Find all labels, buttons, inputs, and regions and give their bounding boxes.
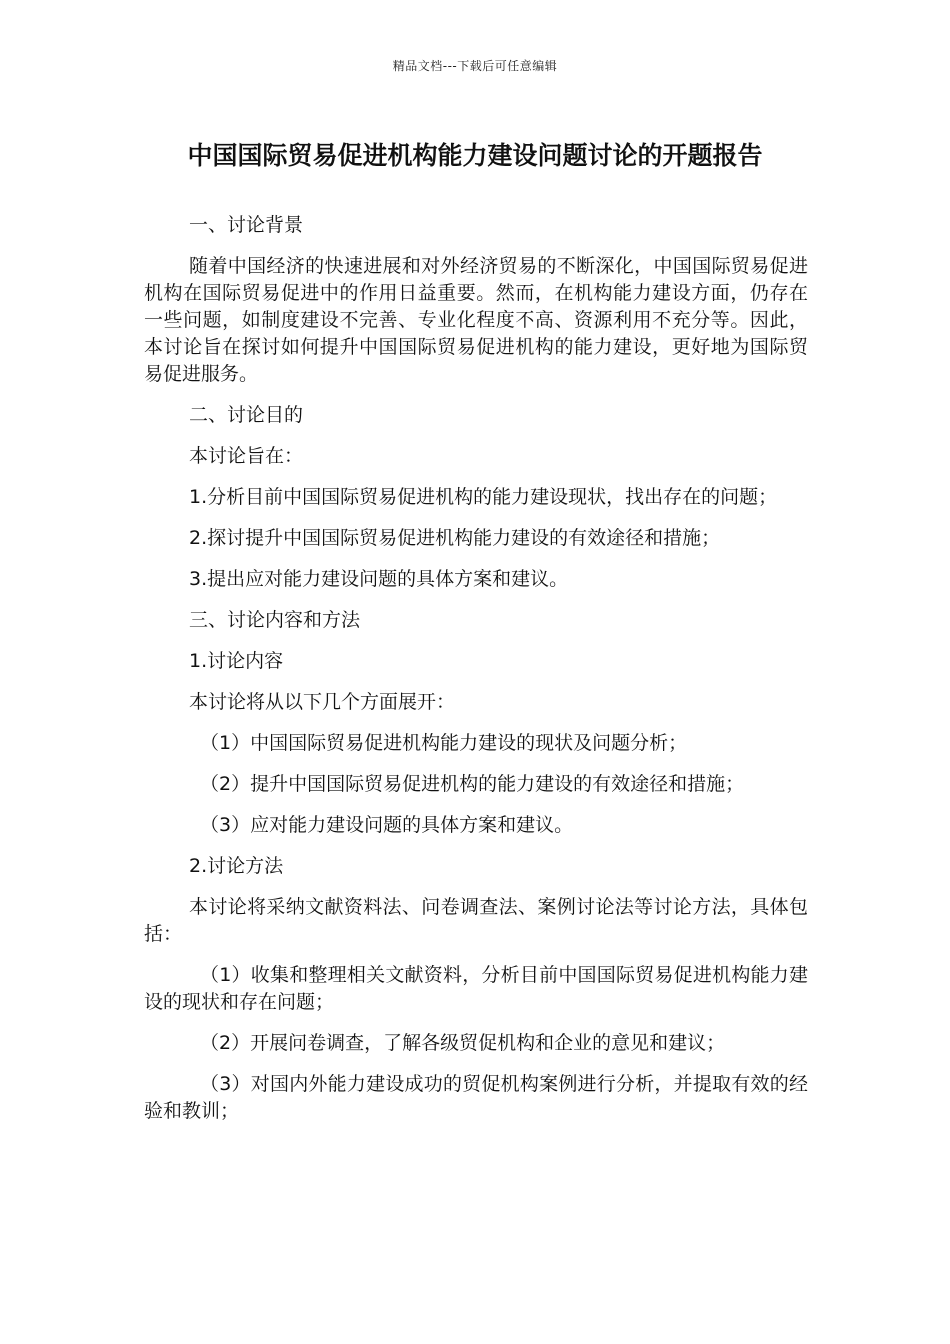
content-item-3: （3）应对能力建设问题的具体方案和建议。 [200,814,574,836]
paragraph-content-intro: 本讨论将从以下几个方面展开： [189,691,456,713]
document-title: 中国国际贸易促进机构能力建设问题讨论的开题报告 [187,141,763,170]
section-heading-purpose: 二、讨论目的 [189,404,304,426]
content-item-2: （2）提升中国国际贸易促进机构的能力建设的有效途径和措施； [200,773,745,795]
method-item-1: （1）收集和整理相关文献资料，分析目前中国国际贸易促进机构能力建设的现状和存在问题； [144,964,808,1013]
subheading-content: 1.讨论内容 [189,650,284,672]
paragraph-background: 随着中国经济的快速进展和对外经济贸易的不断深化，中国国际贸易促进机构在国际贸易促进中的作用日益重要。然而，在机构能力建设方面，仍存在一些问题，如制度建设不完善、专业化程度不高、资源利用不充分等。因此，本讨论旨在探讨如何提升中国国际贸易促进机构的能力建设，更好地为国际贸易促进服务。 [144,255,808,385]
content-item-1: （1）中国国际贸易促进机构能力建设的现状及问题分析； [200,732,688,754]
purpose-item-3: 3.提出应对能力建设问题的具体方案和建议。 [189,568,569,590]
section-heading-background: 一、讨论背景 [189,214,304,236]
purpose-item-2: 2.探讨提升中国国际贸易促进机构能力建设的有效途径和措施； [189,527,721,549]
document-body [144,212,808,1139]
method-item-3: （3）对国内外能力建设成功的贸促机构案例进行分析，并提取有效的经验和教训； [144,1073,808,1122]
subheading-method: 2.讨论方法 [189,855,284,877]
purpose-item-1: 1.分析目前中国国际贸易促进机构的能力建设现状，找出存在的问题； [189,486,778,508]
method-item-2: （2）开展问卷调查，了解各级贸促机构和企业的意见和建议； [200,1032,726,1054]
header-note: 精品文档---下载后可任意编辑 [392,59,558,73]
paragraph-method-intro: 本讨论将采纳文献资料法、问卷调查法、案例讨论法等讨论方法，具体包括： [144,896,808,945]
paragraph-purpose-intro: 本讨论旨在： [189,445,304,467]
section-heading-content-method: 三、讨论内容和方法 [189,609,361,631]
